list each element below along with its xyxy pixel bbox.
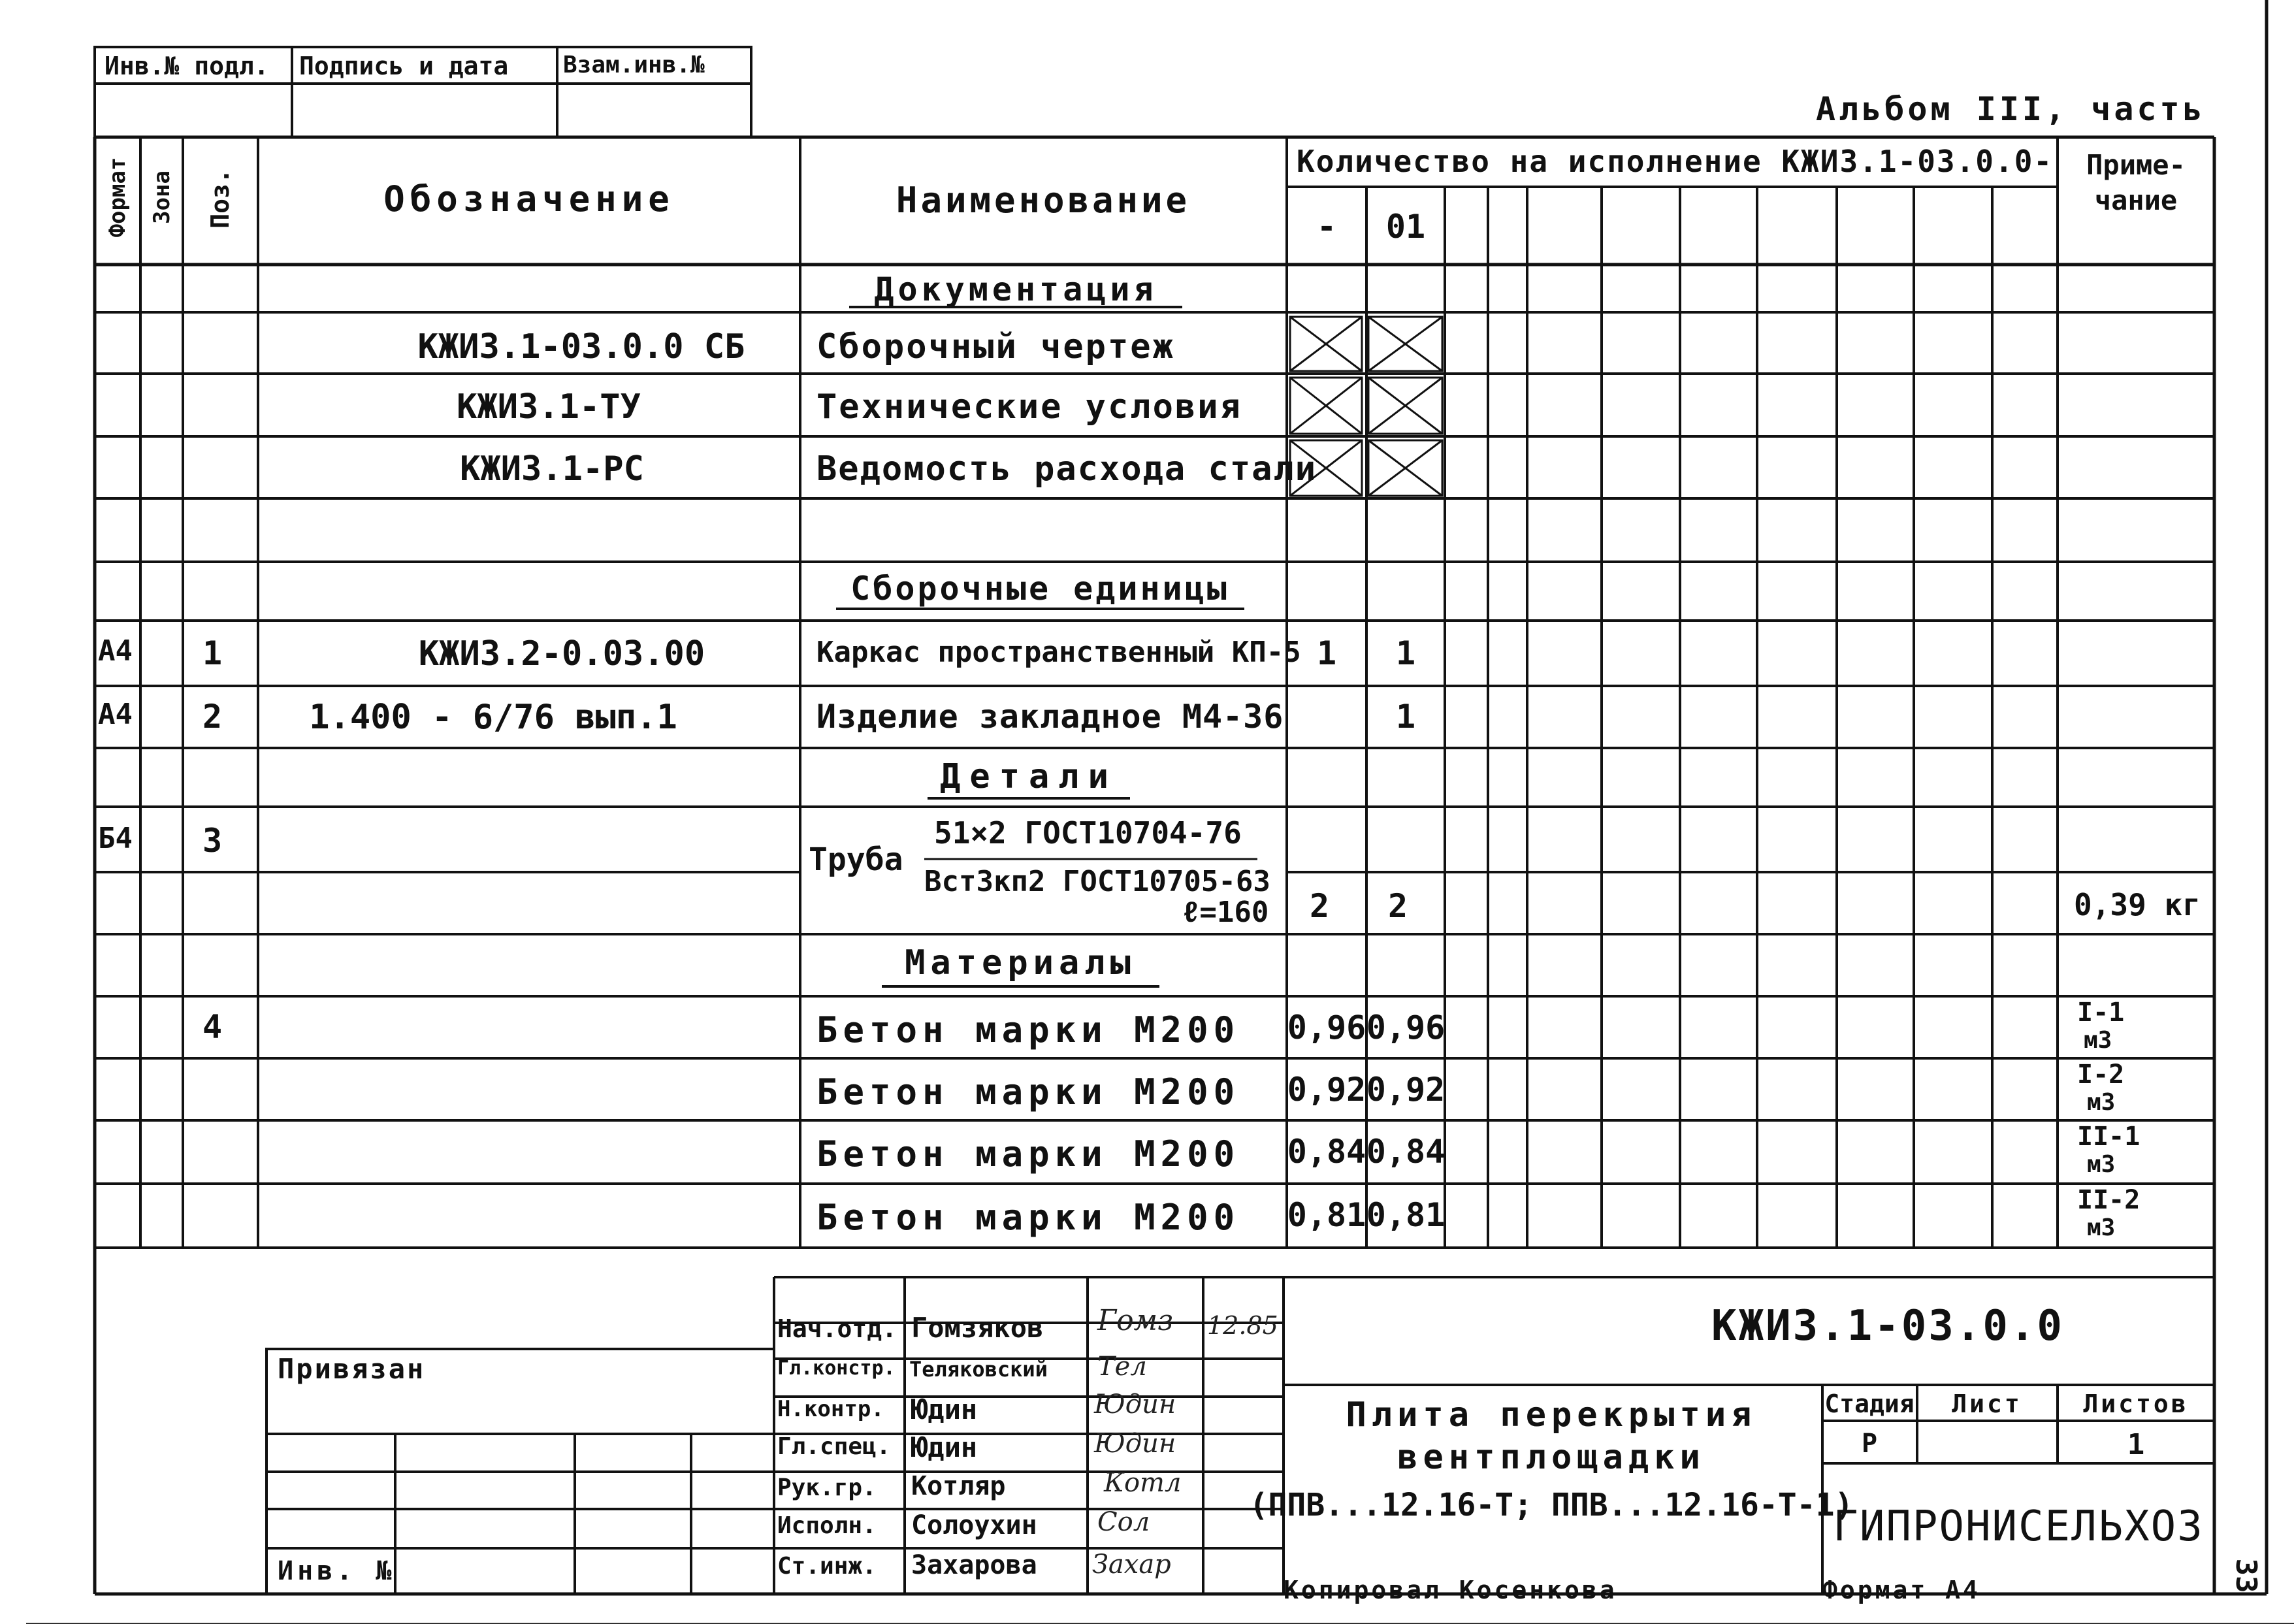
cell-note-r14: II-1 <box>2077 1122 2141 1152</box>
cell-q2-r12: 0,96 <box>1366 1009 1446 1047</box>
signer-name-6: Захарова <box>911 1550 1037 1580</box>
cell-q2-r13: 0,92 <box>1366 1071 1446 1109</box>
signature-5: Сол <box>1097 1507 1150 1537</box>
signer-role-5: Исполн. <box>777 1512 877 1539</box>
cell-note2-r13: м3 <box>2087 1089 2116 1116</box>
list-label: Лист <box>1952 1389 2022 1418</box>
sign-date: 12.85 <box>1207 1311 1278 1340</box>
cell-q1-r13: 0,92 <box>1287 1071 1366 1109</box>
cell-poz-r6: 1 <box>202 634 223 672</box>
cell-oboz-rs: КЖИ3.1-РС <box>460 449 644 489</box>
stadiya-value: Р <box>1861 1429 1878 1459</box>
col-header-isp-1: - <box>1316 208 1337 246</box>
truba-label: Труба <box>809 841 903 878</box>
signer-role-6: Ст.инж. <box>777 1553 877 1580</box>
copied-by: Копировал Косенкова <box>1284 1576 1617 1604</box>
truba-length: ℓ=160 <box>1182 896 1269 929</box>
cell-note2-r14: м3 <box>2087 1151 2116 1178</box>
cell-note2-r12: м3 <box>2084 1027 2112 1054</box>
stamp-inv-podl: Инв.№ подл. <box>105 52 269 80</box>
cell-q2-r6: 1 <box>1395 634 1416 672</box>
signature-6: Захар <box>1092 1550 1171 1580</box>
footer-format: Формат А4 <box>1822 1576 1980 1604</box>
signature-4: Котл <box>1104 1468 1182 1498</box>
cell-name-r6: Каркас пространственный КП-5 <box>816 636 1301 669</box>
col-header-primechanie-2: чание <box>2094 184 2178 216</box>
signature-0: Гомз <box>1097 1304 1174 1337</box>
section-title-documentation: Документация <box>874 270 1157 308</box>
cell-q1-r12: 0,96 <box>1287 1009 1366 1047</box>
col-header-poz: Поз. <box>206 169 234 229</box>
section-title-details: Детали <box>940 757 1118 796</box>
cell-poz-r12: 4 <box>202 1008 223 1046</box>
drawing-title-line-2: вентплощадки <box>1397 1438 1705 1477</box>
cell-name-sb: Сборочный чертеж <box>816 327 1175 366</box>
col-header-oboznachenie: Обозначение <box>383 178 675 219</box>
stamp-podpis-data: Подпись и дата <box>299 52 509 80</box>
cell-format-r9: Б4 <box>98 822 133 855</box>
cell-name-tu: Технические условия <box>816 387 1242 427</box>
cell-oboz-r6: КЖИ3.2-0.03.00 <box>418 634 705 674</box>
signer-role-3: Гл.спец. <box>777 1433 891 1460</box>
page-number: 33 <box>2229 1558 2263 1593</box>
cell-format-r7: А4 <box>98 698 133 731</box>
signer-role-2: Н.контр. <box>777 1396 884 1422</box>
cell-poz-r7: 2 <box>202 698 223 736</box>
cell-name-r7: Изделие закладное М4-36 <box>816 698 1284 736</box>
signer-role-0: Нач.отд. <box>777 1314 897 1343</box>
cell-note2-r15: м3 <box>2087 1214 2116 1241</box>
signer-role-1: Гл.констр. <box>777 1357 896 1380</box>
cell-oboz-tu: КЖИ3.1-ТУ <box>457 387 641 427</box>
section-title-materials: Материалы <box>905 943 1136 983</box>
organization-name: ГИПРОНИСЕЛЬХОЗ <box>1833 1502 2204 1551</box>
cell-name-r12: Бетон марки М200 <box>816 1009 1240 1050</box>
signature-2: Юдин <box>1094 1389 1176 1420</box>
drawing-designation: КЖИ3.1-03.0.0 <box>1711 1302 2064 1350</box>
cell-note-r12: I-1 <box>2077 998 2125 1028</box>
col-header-kolichestvo: Количество на исполнение КЖИ3.1-03.0.0- <box>1297 144 2054 179</box>
truba-denominator: Вст3кп2 ГОСТ10705-63 <box>924 865 1270 898</box>
signer-name-0: Гомзяков <box>911 1312 1044 1344</box>
col-header-primechanie-1: Приме- <box>2086 149 2186 181</box>
signer-name-2: Юдин <box>911 1393 978 1425</box>
section-title-assembly-units: Сборочные единицы <box>850 570 1229 608</box>
cell-name-r15: Бетон марки М200 <box>816 1197 1240 1238</box>
cell-note-r15: II-2 <box>2077 1185 2141 1215</box>
stamp-vzam-inv: Взам.инв.№ <box>563 52 705 78</box>
cell-q1-r10: 2 <box>1309 887 1330 925</box>
signer-name-3: Юдин <box>911 1431 978 1463</box>
cell-format-r6: А4 <box>98 634 133 668</box>
drawing-title-line-3: (ППВ...12.16-Т; ППВ...12.16-Т-1) <box>1249 1487 1854 1523</box>
col-header-isp-2: 01 <box>1385 208 1426 246</box>
signature-3: Юдин <box>1094 1429 1176 1459</box>
col-header-format: Формат <box>105 157 131 238</box>
cell-note-r10: 0,39 кг <box>2074 887 2201 922</box>
cell-oboz-r7: 1.400 - 6/76 вып.1 <box>309 698 677 737</box>
cell-name-r14: Бетон марки М200 <box>816 1133 1240 1175</box>
cell-q2-r10: 2 <box>1387 887 1408 925</box>
stadiya-label: Стадия <box>1824 1389 1914 1418</box>
drawing-title-line-1: Плита перекрытия <box>1346 1395 1757 1435</box>
truba-numerator: 51×2 ГОСТ10704-76 <box>934 815 1242 851</box>
signer-name-5: Солоухин <box>911 1510 1037 1540</box>
cell-q1-r14: 0,84 <box>1287 1133 1366 1171</box>
cell-poz-r9: 3 <box>202 822 223 860</box>
col-header-zona: Зона <box>149 171 175 224</box>
signature-1: Тел <box>1097 1352 1147 1382</box>
cell-q2-r7: 1 <box>1395 698 1416 736</box>
signer-role-4: Рук.гр. <box>777 1474 877 1501</box>
cell-note-r13: I-2 <box>2077 1060 2125 1090</box>
cell-q1-r6: 1 <box>1316 634 1337 672</box>
inv-no-label: Инв. № <box>278 1556 396 1586</box>
cell-q2-r15: 0,81 <box>1366 1196 1446 1234</box>
album-caption: Альбом III, часть <box>1816 90 2206 128</box>
cell-name-rs: Ведомость расхода стали <box>816 449 1317 489</box>
cell-q2-r14: 0,84 <box>1366 1133 1446 1171</box>
signer-name-4: Котляр <box>911 1471 1006 1501</box>
signer-name-1: Теляковский <box>909 1357 1048 1382</box>
cell-oboz-sb: КЖИ3.1-03.0.0 СБ <box>417 327 745 366</box>
cell-name-r13: Бетон марки М200 <box>816 1071 1240 1112</box>
listov-label: Листов <box>2083 1389 2189 1418</box>
listov-value: 1 <box>2127 1428 2145 1461</box>
privyazan-label: Привязан <box>278 1353 426 1385</box>
col-header-naimenovanie: Наименование <box>896 180 1191 221</box>
cell-q1-r15: 0,81 <box>1287 1196 1366 1234</box>
